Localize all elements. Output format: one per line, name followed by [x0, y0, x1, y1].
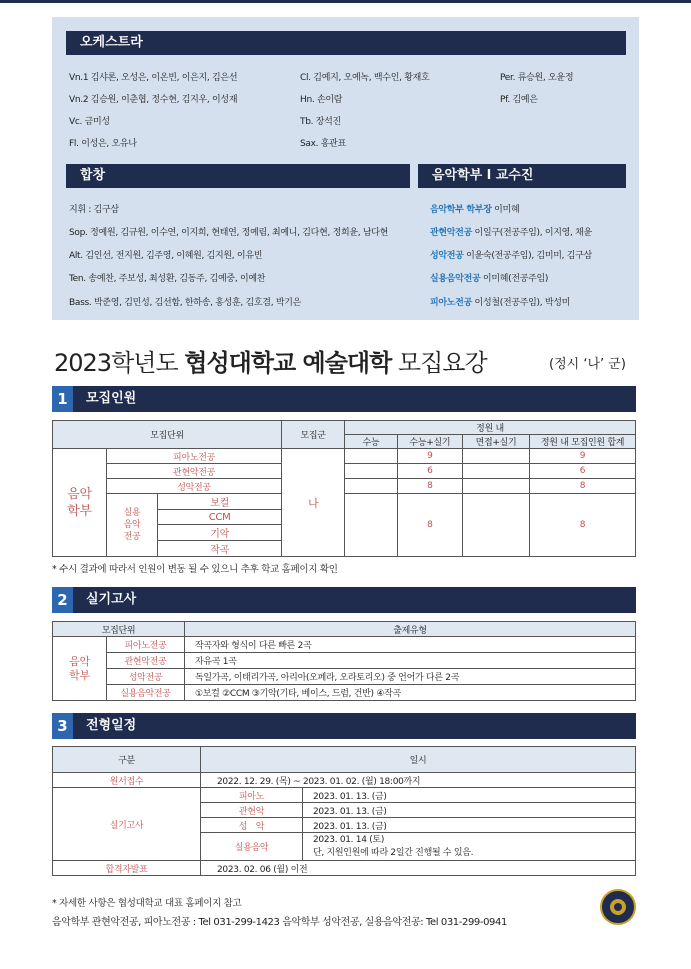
exam-date: 2023. 01. 13. (금): [303, 788, 636, 803]
header-csat: 수능: [345, 435, 398, 449]
section-1-header: [52, 386, 636, 412]
unit-piano: 피아노전공: [106, 449, 281, 464]
performers-panel: [52, 17, 639, 320]
piano-count: 9: [397, 449, 462, 464]
section-number: 3: [52, 713, 73, 739]
header-total: 정원 내 모집인원 합계: [530, 435, 636, 449]
pass-label: 합격자발표: [53, 861, 201, 876]
exam-unit: 관현악: [201, 803, 303, 818]
unit-name: 피아노전공: [107, 637, 185, 653]
unit-vocal: 성악전공: [106, 479, 281, 494]
unit-orchestral: 관현악전공: [106, 464, 281, 479]
choir-line: 지휘 : 김구삼: [69, 205, 119, 215]
orchestra-line: Per. 류승원, 오윤정: [500, 73, 574, 83]
header-quota: 정원 내: [345, 421, 636, 435]
choir-line: Alt. 김인선, 전지원, 김주영, 이혜원, 김지원, 이유빈: [69, 251, 263, 261]
faculty-row: 피아노전공 이성철(전공주임), 박성미: [430, 298, 571, 308]
faculty-title: 음악학부 l 교수진: [418, 164, 626, 188]
section-number: 2: [52, 587, 73, 613]
faculty-row: 성악전공 이윤숙(전공주임), 김미미, 김구삼: [430, 251, 592, 261]
faculty-row: 음악학부 학부장 이미혜: [430, 205, 520, 215]
pop-ccm: CCM: [158, 510, 282, 525]
quota-note: * 수시 결과에 따라서 인원이 변동 될 수 있으니 추후 학교 홈페이지 확인: [52, 564, 338, 575]
orchestral-count: 6: [397, 464, 462, 479]
choir-line: Ten. 송예찬, 주보성, 최성환, 김동주, 김예중, 이예찬: [69, 274, 266, 284]
orchestra-line: Cl. 김예지, 오예녹, 백수인, 황재호: [300, 73, 430, 83]
exam-date: 2023. 01. 13. (금): [303, 803, 636, 818]
exam-type: ①보컬 ②CCM ③기악(기타, 베이스, 드럼, 건반) ④작곡: [185, 685, 636, 701]
choir-line: Sop. 정예원, 김규원, 이수연, 이지희, 현태연, 정예림, 최예니, 김다현, 정희윤, 남다현: [69, 228, 389, 238]
section-title: 전형일정: [86, 718, 137, 733]
vocal-total: 8: [530, 479, 636, 494]
header-csat-practical: 수능+실기: [397, 435, 462, 449]
dept-music: 음악 학부: [53, 637, 107, 701]
faculty-row: 관현악전공 이일구(전공주임), 이지영, 채윤: [430, 228, 592, 238]
page-subtitle: (정시 ‘나’ 군): [549, 357, 626, 372]
orchestra-line: Hn. 손이람: [300, 95, 343, 105]
orchestra-title: 오케스트라: [66, 31, 626, 55]
orchestra-line: Pf. 김예은: [500, 95, 538, 105]
header-interview-practical: 면접+실기: [463, 435, 530, 449]
header-type: 출제유형: [185, 622, 636, 637]
header-group: 모집군: [282, 421, 345, 449]
group-value: 나: [282, 449, 345, 557]
section-3-header: [52, 713, 636, 739]
unit-name: 관현악전공: [107, 653, 185, 669]
section-title: 모집인원: [86, 391, 137, 406]
orchestra-line: Fl. 이성은, 오유나: [69, 139, 137, 149]
section-title: 실기고사: [86, 592, 137, 607]
university-seal-icon: [600, 889, 636, 925]
unit-name: 성악전공: [107, 669, 185, 685]
vocal-count: 8: [397, 479, 462, 494]
choir-line: Bass. 박준영, 김민성, 김선함, 한하송, 홍성훈, 김호겸, 박기은: [69, 298, 301, 308]
exam-type: 자유곡 1곡: [185, 653, 636, 669]
orchestra-line: Vn.1 김샤론, 오성은, 이온빈, 이은지, 김은선: [69, 73, 238, 83]
quota-table: [52, 420, 636, 557]
header-unit: 모집단위: [53, 622, 185, 637]
schedule-table: [52, 746, 636, 876]
choir-title: 합창: [66, 164, 410, 188]
header-datetime: 일시: [201, 747, 636, 773]
exam-unit: 실용음악: [201, 833, 303, 861]
pop-instrument: 기악: [158, 525, 282, 541]
orchestral-total: 6: [530, 464, 636, 479]
section-2-header: [52, 587, 636, 613]
exam-unit: 피아노: [201, 788, 303, 803]
pass-date: 2023. 02. 06 (월) 이전: [201, 861, 636, 876]
exam-table: [52, 621, 636, 701]
pop-composition: 작곡: [158, 541, 282, 557]
header-category: 구분: [53, 747, 201, 773]
exam-unit: 성 악: [201, 818, 303, 833]
faculty-row: 실용음악전공 이미혜(전공주임): [430, 274, 549, 284]
apply-date: 2022. 12. 29. (목) ~ 2023. 01. 02. (월) 18:00까지: [201, 773, 636, 788]
section-number: 1: [52, 386, 73, 412]
exam-label: 실기고사: [53, 788, 201, 861]
exam-type: 작곡자와 형식이 다른 빠른 2곡: [185, 637, 636, 653]
pop-count: 8: [397, 494, 462, 557]
page-title: 2023학년도 협성대학교 예술대학 모집요강: [54, 349, 487, 377]
exam-date-pop: 2023. 01. 14 (토) 단, 지원인원에 따라 2일간 진행될 수 있음.: [303, 833, 636, 861]
footer-contact: 음악학부 관현악전공, 피아노전공 : Tel 031-299-1423 음악학부 성악전공, 실용음악전공: Tel 031-299-0941: [52, 917, 507, 928]
piano-total: 9: [530, 449, 636, 464]
exam-type: 독일가곡, 이태리가곡, 아리아(오페라, 오라토리오) 중 언어가 다른 2곡: [185, 669, 636, 685]
top-rule: [0, 0, 691, 3]
unit-popular: 실용 음악 전공: [106, 494, 157, 557]
dept-music: 음악 학부: [53, 449, 107, 557]
orchestra-line: Sax. 홍관표: [300, 139, 346, 149]
pop-total: 8: [530, 494, 636, 557]
orchestra-line: Vc. 금미성: [69, 117, 110, 127]
exam-date: 2023. 01. 13. (금): [303, 818, 636, 833]
header-unit: 모집단위: [53, 421, 282, 449]
apply-label: 원서접수: [53, 773, 201, 788]
pop-vocal: 보컬: [158, 494, 282, 510]
orchestra-line: Tb. 장석진: [300, 117, 341, 127]
unit-name: 실용음악전공: [107, 685, 185, 701]
footer-note: * 자세한 사항은 협성대학교 대표 홈페이지 참고: [52, 898, 242, 909]
orchestra-line: Vn.2 김승원, 이춘협, 정수현, 김지우, 이성재: [69, 95, 238, 105]
